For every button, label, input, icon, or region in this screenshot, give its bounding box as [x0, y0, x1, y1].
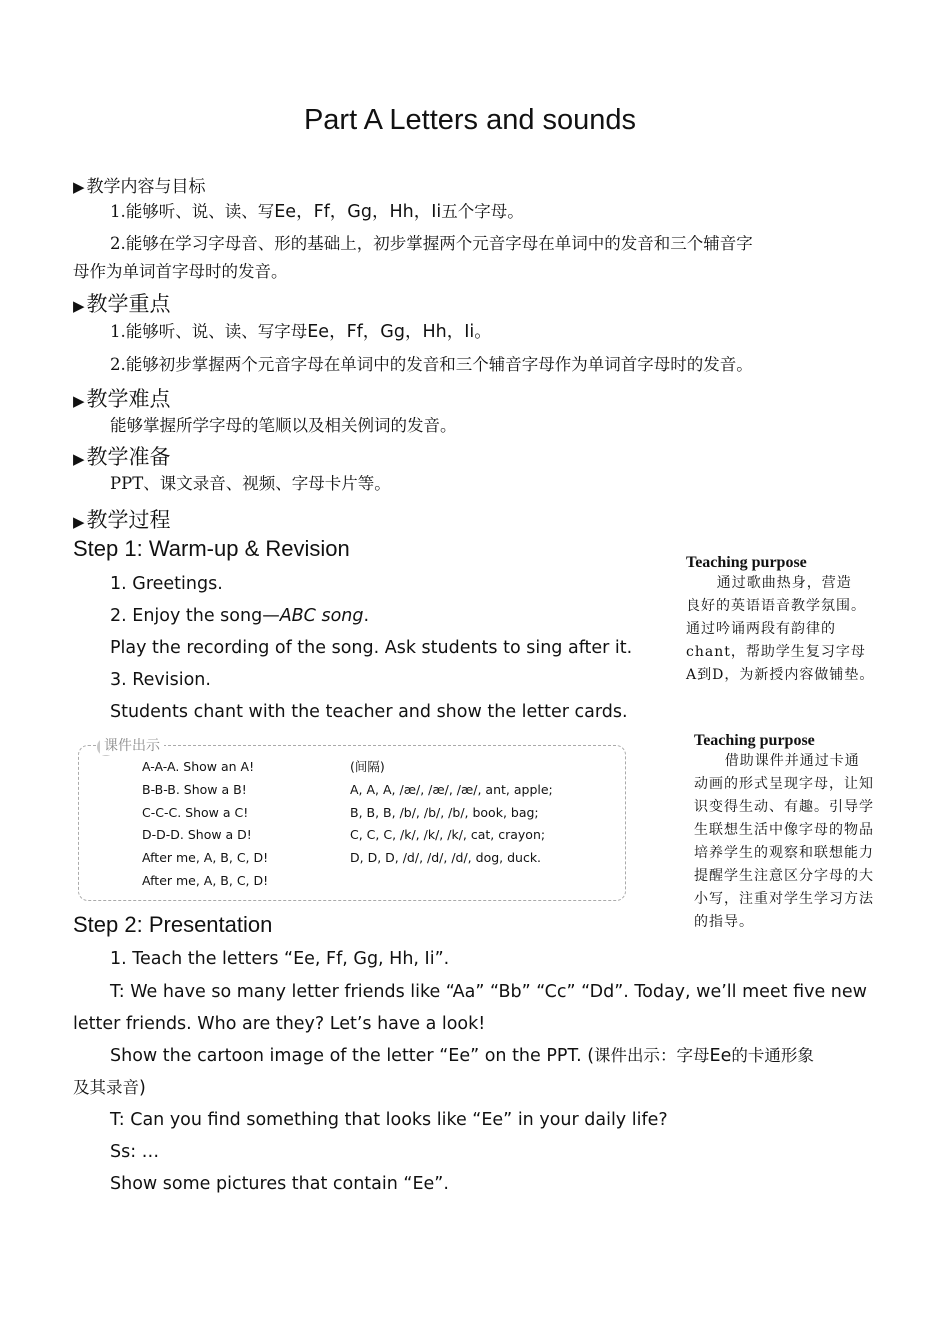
section-heading-difficulties: ▶教学难点 [73, 387, 171, 411]
step2-line-2b: letter friends. Who are they? Let’s have a look! [73, 1014, 486, 1034]
chant-line: B-B-B. Show a B! [142, 781, 247, 797]
step2-line-4: T: Can you find something that looks like “Ee” in your daily life? [110, 1110, 668, 1130]
side-note-1 [686, 554, 898, 687]
chant-right-column [350, 756, 553, 870]
step1-title: Step 1: Warm-up & Revision [73, 536, 350, 561]
chant-line: A-A-A. Show an A! [142, 759, 255, 774]
triangle-bullet-icon: ▶ [73, 392, 85, 410]
section-heading-preparation: ▶教学准备 [73, 445, 171, 469]
step1-line-1: 1. Greetings. [110, 574, 223, 594]
step2-line-2a: T: We have so many letter friends like “Aa” “Bb” “Cc” “Dd”. Today, we’ll meet five new [110, 982, 867, 1002]
side-note-body: 通过歌曲热身，营造 良好的英语语音教学氛围。 通过吟诵两段有韵律的 chant，帮助学生复习字母 A到D，为新授内容做铺垫。 [686, 575, 875, 683]
section-heading-key-points: ▶教学重点 [73, 292, 171, 316]
step2-line-3b: 及其录音) [73, 1078, 146, 1098]
chant-line: After me, A, B, C, D! [142, 850, 269, 866]
step1-line-3: Play the recording of the song. Ask students to sing after it. [110, 638, 633, 658]
step2-line-5: Ss: … [110, 1142, 160, 1162]
content-item-2-line-2: 母作为单词首字母时的发音。 [73, 262, 288, 281]
side-note-body: 借助课件并通过卡通 动画的形式呈现字母，让知 识变得生动、有趣。引导学 生联想生活中像字母的物品 培养学生的观察和联想能力 提醒学生注意区分字母的大 小写，注重对学生学习方法 的指导。 [694, 753, 874, 930]
chant-line: D, D, D, /d/, /d/, /d/, dog, duck. [350, 850, 542, 866]
triangle-bullet-icon: ▶ [73, 450, 85, 468]
section-heading-content: ▶ 教学内容与目标 [73, 177, 206, 197]
side-note-heading: Teaching purpose [694, 732, 815, 749]
step1-line-4: 3. Revision. [110, 670, 211, 690]
chant-line: D-D-D. Show a D! [142, 827, 252, 843]
courseware-label: 课件出示 [100, 735, 164, 755]
chant-line: B, B, B, /b/, /b/, /b/, book, bag; [350, 804, 539, 820]
preparation-text: PPT、课文录音、视频、字母卡片等。 [110, 474, 391, 493]
key-point-1: 1.能够听、说、读、写字母Ee，Ff，Gg，Hh，Ii。 [110, 322, 492, 342]
chant-left-column [142, 756, 268, 893]
step1-line-2: 2. Enjoy the song—ABC song. [110, 606, 370, 626]
section-heading-process: ▶教学过程 [73, 508, 171, 532]
step2-line-1: 1. Teach the letters “Ee, Ff, Gg, Hh, Ii”. [110, 949, 450, 969]
step1-line-5: Students chant with the teacher and show the letter cards. [110, 702, 628, 722]
chant-line: (间隔) [350, 759, 385, 774]
key-point-2: 2.能够初步掌握两个元音字母在单词中的发音和三个辅音字母作为单词首字母时的发音。 [110, 355, 753, 374]
side-note-heading: Teaching purpose [686, 554, 807, 571]
triangle-bullet-icon: ▶ [73, 178, 85, 196]
step2-title: Step 2: Presentation [73, 912, 273, 937]
triangle-bullet-icon: ▶ [73, 513, 85, 531]
chant-line: A, A, A, /æ/, /æ/, /æ/, ant, apple; [350, 781, 553, 797]
side-note-2 [694, 732, 898, 934]
content-item-2-line-1: 2.能够在学习字母音、形的基础上，初步掌握两个元音字母在单词中的发音和三个辅音字 [110, 234, 753, 253]
chant-line: C, C, C, /k/, /k/, /k/, cat, crayon; [350, 827, 546, 843]
page-title: Part A Letters and sounds [303, 104, 637, 136]
chant-line: After me, A, B, C, D! [142, 872, 269, 888]
triangle-bullet-icon: ▶ [73, 297, 85, 315]
step2-line-3: Show the cartoon image of the letter “Ee” on the PPT. (课件出示：字母Ee的卡通形象 [110, 1046, 814, 1066]
step2-line-6: Show some pictures that contain “Ee”. [110, 1174, 449, 1194]
difficulties-text: 能够掌握所学字母的笔顺以及相关例词的发音。 [110, 416, 457, 435]
content-item-1: 1.能够听、说、读、写Ee，Ff，Gg，Hh，Ii五个字母。 [110, 202, 524, 222]
chant-line: C-C-C. Show a C! [142, 804, 249, 820]
